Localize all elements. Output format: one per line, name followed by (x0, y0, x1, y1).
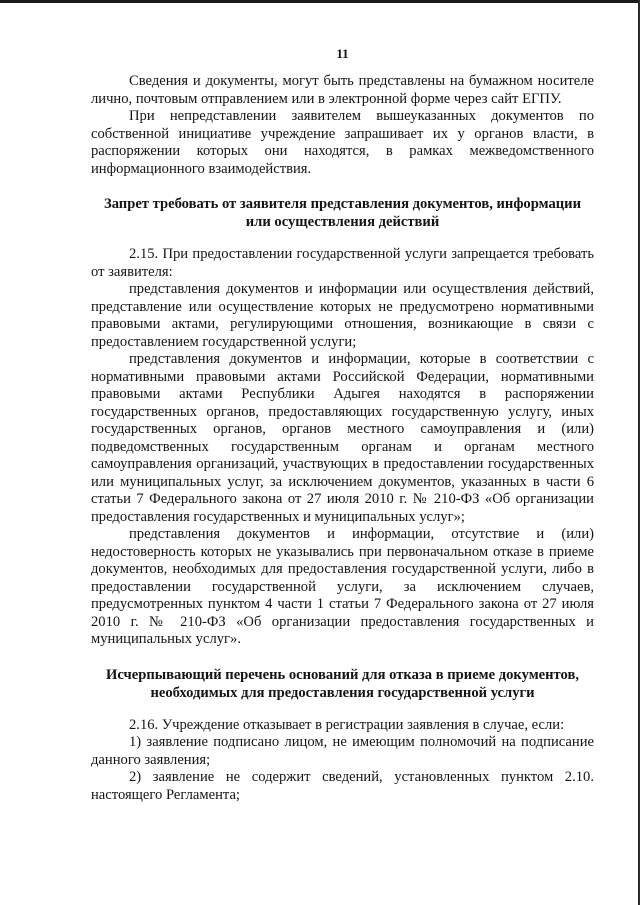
spacer (91, 702, 594, 717)
spacer (91, 649, 594, 666)
paragraph-prohibition-item-1: представления документов и информации или осуществления действий, представление или осуществление которых не предусмотрено нормативными правовыми актами, регулирующими отношения, возникающие в связи с предоставлением государственной услуги; (91, 281, 594, 350)
paragraph-prohibition-item-2: представления документов и информации, которые в соответствии с нормативными правовыми актами Российской Федерации, нормативными правовыми актами Республики Адыгея находятся в распоряжении государственных органов, предоставляющих государственную услугу, иных государственных органов, органов местного самоуправления и (или) подведомственных государственным органам и органам местного самоуправления организаций, участвующих в предоставлении государственных или муниципальных услуг, за исключением документов, указанных в части 6 статьи 7 Федерального закона от 27 июля 2010 г. № 210-ФЗ «Об организации предоставления государственных и муниципальных услуг»; (91, 351, 594, 525)
paragraph-submission-methods: Сведения и документы, могут быть представлены на бумажном носителе лично, почтовым отправлением или в электронной форме через сайт ЕГПУ. (91, 73, 594, 107)
paragraph-prohibition-item-3: представления документов и информации, отсутствие и (или) недостоверность которых не указывались при первоначальном отказе в приеме документов, необходимых для предоставления государственной услуги, либо в предоставлении государственной услуги, за исключением случаев, предусмотренных пунктом 4 части 1 статьи 7 Федерального закона от 27 июля 2010 г. № 210-ФЗ «Об организации предоставления государственных и муниципальных услуг». (91, 526, 594, 647)
scan-top-edge (0, 0, 640, 3)
spacer (91, 231, 594, 246)
paragraph-refusal-item-1: 1) заявление подписано лицом, не имеющим полномочий на подписание данного заявления; (91, 734, 594, 768)
page-number: 11 (336, 46, 349, 61)
paragraph-refusal-item-2: 2) заявление не содержит сведений, установленных пунктом 2.10. настоящего Регламента; (91, 769, 594, 803)
spacer (91, 178, 594, 195)
paragraph-interagency-request: При непредставлении заявителем вышеуказанных документов по собственной инициативе учреждение запрашивает их у органов власти, в распоряжении которых они находятся, в рамках межведомственного информационного взаимодействия. (91, 108, 594, 177)
paragraph-2-16: 2.16. Учреждение отказывает в регистрации заявления в случае, если: (129, 716, 565, 733)
section-heading-prohibition: Запрет требовать от заявителя представления документов, информации или осуществления действий (104, 196, 581, 230)
paragraph-2-15: 2.15. При предоставлении государственной услуги запрещается требовать от заявителя: (91, 246, 594, 280)
document-page (91, 46, 594, 804)
section-heading-refusal-grounds: Исчерпывающий перечень оснований для отказа в приеме документов, необходимых для предоставления государственной услуги (106, 666, 579, 701)
